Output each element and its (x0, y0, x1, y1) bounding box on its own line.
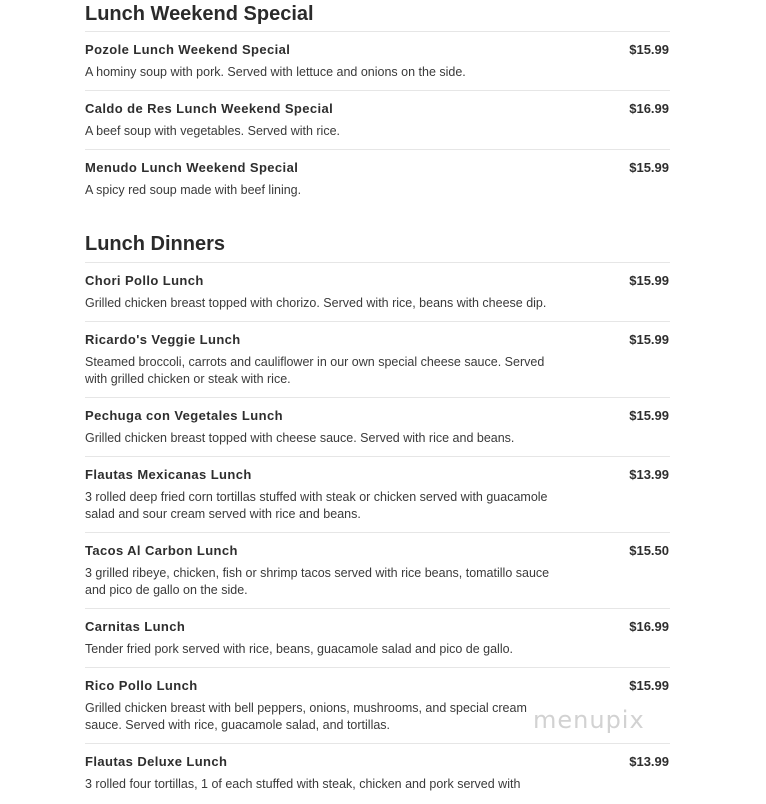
section-title: Lunch Weekend Special (85, 3, 314, 25)
item-name: Rico Pollo Lunch (85, 678, 198, 693)
item-description: A spicy red soup made with beef lining. (85, 183, 302, 197)
item-name: Menudo Lunch Weekend Special (85, 160, 299, 175)
menu-item[interactable] (85, 532, 670, 608)
item-price: $16.99 (629, 619, 669, 634)
menupix-watermark: menupix (533, 706, 645, 734)
menu-item[interactable] (85, 90, 670, 149)
item-name: Ricardo's Veggie Lunch (85, 332, 241, 347)
item-description: 3 rolled four tortillas, 1 of each stuffed with steak, chicken and pork served with (85, 777, 521, 791)
item-description: Tender fried pork served with rice, beans, guacamole salad and pico de gallo. (85, 642, 514, 656)
item-name: Flautas Deluxe Lunch (85, 754, 228, 769)
item-description: A beef soup with vegetables. Served with rice. (85, 124, 341, 138)
menu-item[interactable] (85, 456, 670, 532)
item-price: $15.99 (629, 332, 669, 347)
menu-item[interactable] (85, 743, 670, 802)
item-price: $13.99 (629, 467, 669, 482)
item-description: Grilled chicken breast with bell peppers, onions, mushrooms, and special cream sauce. Served with rice, guacamole salad, and tortillas. (85, 701, 527, 732)
menu-section (85, 0, 670, 208)
item-price: $15.99 (629, 678, 669, 693)
item-price: $15.99 (629, 160, 669, 175)
item-description: 3 rolled deep fried corn tortillas stuffed with steak or chicken served with guacamole salad and sour cream served with rice and beans. (85, 490, 548, 521)
menu-item[interactable] (85, 149, 670, 208)
item-name: Caldo de Res Lunch Weekend Special (85, 101, 334, 116)
item-name: Pechuga con Vegetales Lunch (85, 408, 283, 423)
item-description: A hominy soup with pork. Served with lettuce and onions on the side. (85, 65, 466, 79)
menu-list (85, 0, 670, 802)
item-price: $13.99 (629, 754, 669, 769)
item-description: Grilled chicken breast topped with chorizo. Served with rice, beans with cheese dip. (85, 296, 547, 310)
item-name: Tacos Al Carbon Lunch (85, 543, 238, 558)
item-price: $15.99 (629, 408, 669, 423)
item-description: 3 grilled ribeye, chicken, fish or shrimp tacos served with rice beans, tomatillo sauce and pico de gallo on the side. (85, 566, 550, 597)
item-name: Pozole Lunch Weekend Special (85, 42, 291, 57)
menu-item[interactable] (85, 397, 670, 456)
item-description: Grilled chicken breast topped with cheese sauce. Served with rice and beans. (85, 431, 515, 445)
item-name: Flautas Mexicanas Lunch (85, 467, 252, 482)
menu-item[interactable] (85, 31, 670, 90)
item-price: $16.99 (629, 101, 669, 116)
item-price: $15.99 (629, 273, 669, 288)
item-name: Chori Pollo Lunch (85, 273, 204, 288)
menu-item[interactable] (85, 608, 670, 667)
section-title: Lunch Dinners (85, 233, 226, 255)
item-price: $15.50 (629, 543, 669, 558)
menu-item[interactable] (85, 262, 670, 321)
menu-item[interactable] (85, 321, 670, 397)
item-description: Steamed broccoli, carrots and cauliflower in our own special cheese sauce. Served with grilled chicken or steak with rice. (85, 355, 545, 386)
item-name: Carnitas Lunch (85, 619, 186, 634)
item-price: $15.99 (629, 42, 669, 57)
